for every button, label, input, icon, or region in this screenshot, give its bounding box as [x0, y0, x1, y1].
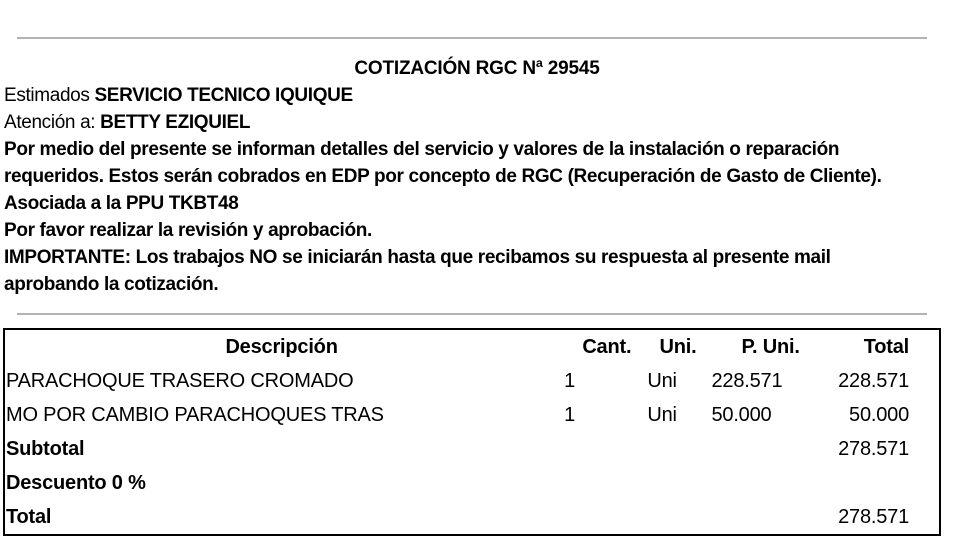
- document-page: [0, 37, 954, 536]
- subtotal-label: Subtotal: [6, 437, 85, 460]
- summary-row-subtotal: [4, 432, 940, 466]
- attention-value: BETTY EZIQUIEL: [100, 112, 251, 133]
- item-uni: Uni: [647, 403, 677, 426]
- item-p-uni: 228.571: [711, 369, 783, 392]
- column-header-p-uni: P. Uni.: [741, 335, 800, 358]
- document-intro: [0, 82, 954, 298]
- body-line: Por favor realizar la revisión y aprobación.: [4, 220, 372, 241]
- item-descripcion: PARACHOQUE TRASERO CROMADO: [6, 369, 354, 392]
- table-row: [4, 364, 940, 398]
- summary-row-total: [4, 500, 940, 535]
- body-line: requeridos. Estos serán cobrados en EDP por concepto de RGC (Recuperación de Gasto de Cliente).: [4, 166, 882, 187]
- item-total: 228.571: [838, 369, 909, 392]
- quote-table: [3, 328, 941, 536]
- attention-line: [4, 109, 954, 136]
- item-p-uni: 50.000: [711, 403, 772, 426]
- column-header-descripcion: Descripción: [225, 335, 338, 358]
- item-descripcion: MO POR CAMBIO PARACHOQUES TRAS: [6, 403, 384, 426]
- column-header-total: Total: [863, 335, 909, 358]
- table-row: [4, 398, 940, 432]
- greeting-label: Estimados: [4, 85, 95, 106]
- section-divider: [17, 313, 927, 315]
- item-cant: 1: [564, 369, 576, 392]
- total-value: 278.571: [838, 505, 909, 528]
- item-total: 50.000: [849, 403, 909, 426]
- greeting-line: [4, 82, 954, 109]
- subtotal-value: 278.571: [838, 437, 909, 460]
- column-header-uni: Uni.: [659, 335, 697, 358]
- table-header-row: [4, 329, 940, 364]
- body-line: IMPORTANTE: Los trabajos NO se iniciarán hasta que recibamos su respuesta al presente mail: [4, 247, 831, 268]
- body-line: aprobando la cotización.: [4, 274, 219, 295]
- body-line: Por medio del presente se informan detalles del servicio y valores de la instalación o reparación: [4, 139, 840, 160]
- descuento-value: [812, 466, 940, 500]
- total-label: Total: [6, 505, 52, 528]
- attention-label: Atención a:: [4, 112, 101, 133]
- document-title: COTIZACIÓN RGC Nª 29545: [354, 58, 600, 79]
- greeting-value: SERVICIO TECNICO IQUIQUE: [94, 85, 353, 106]
- summary-row-descuento: [4, 466, 940, 500]
- top-divider: [17, 37, 927, 39]
- item-uni: Uni: [647, 369, 677, 392]
- column-header-cant: Cant.: [582, 335, 632, 358]
- item-cant: 1: [564, 403, 576, 426]
- descuento-label: Descuento 0 %: [6, 471, 146, 494]
- body-line: Asociada a la PPU TKBT48: [4, 193, 239, 214]
